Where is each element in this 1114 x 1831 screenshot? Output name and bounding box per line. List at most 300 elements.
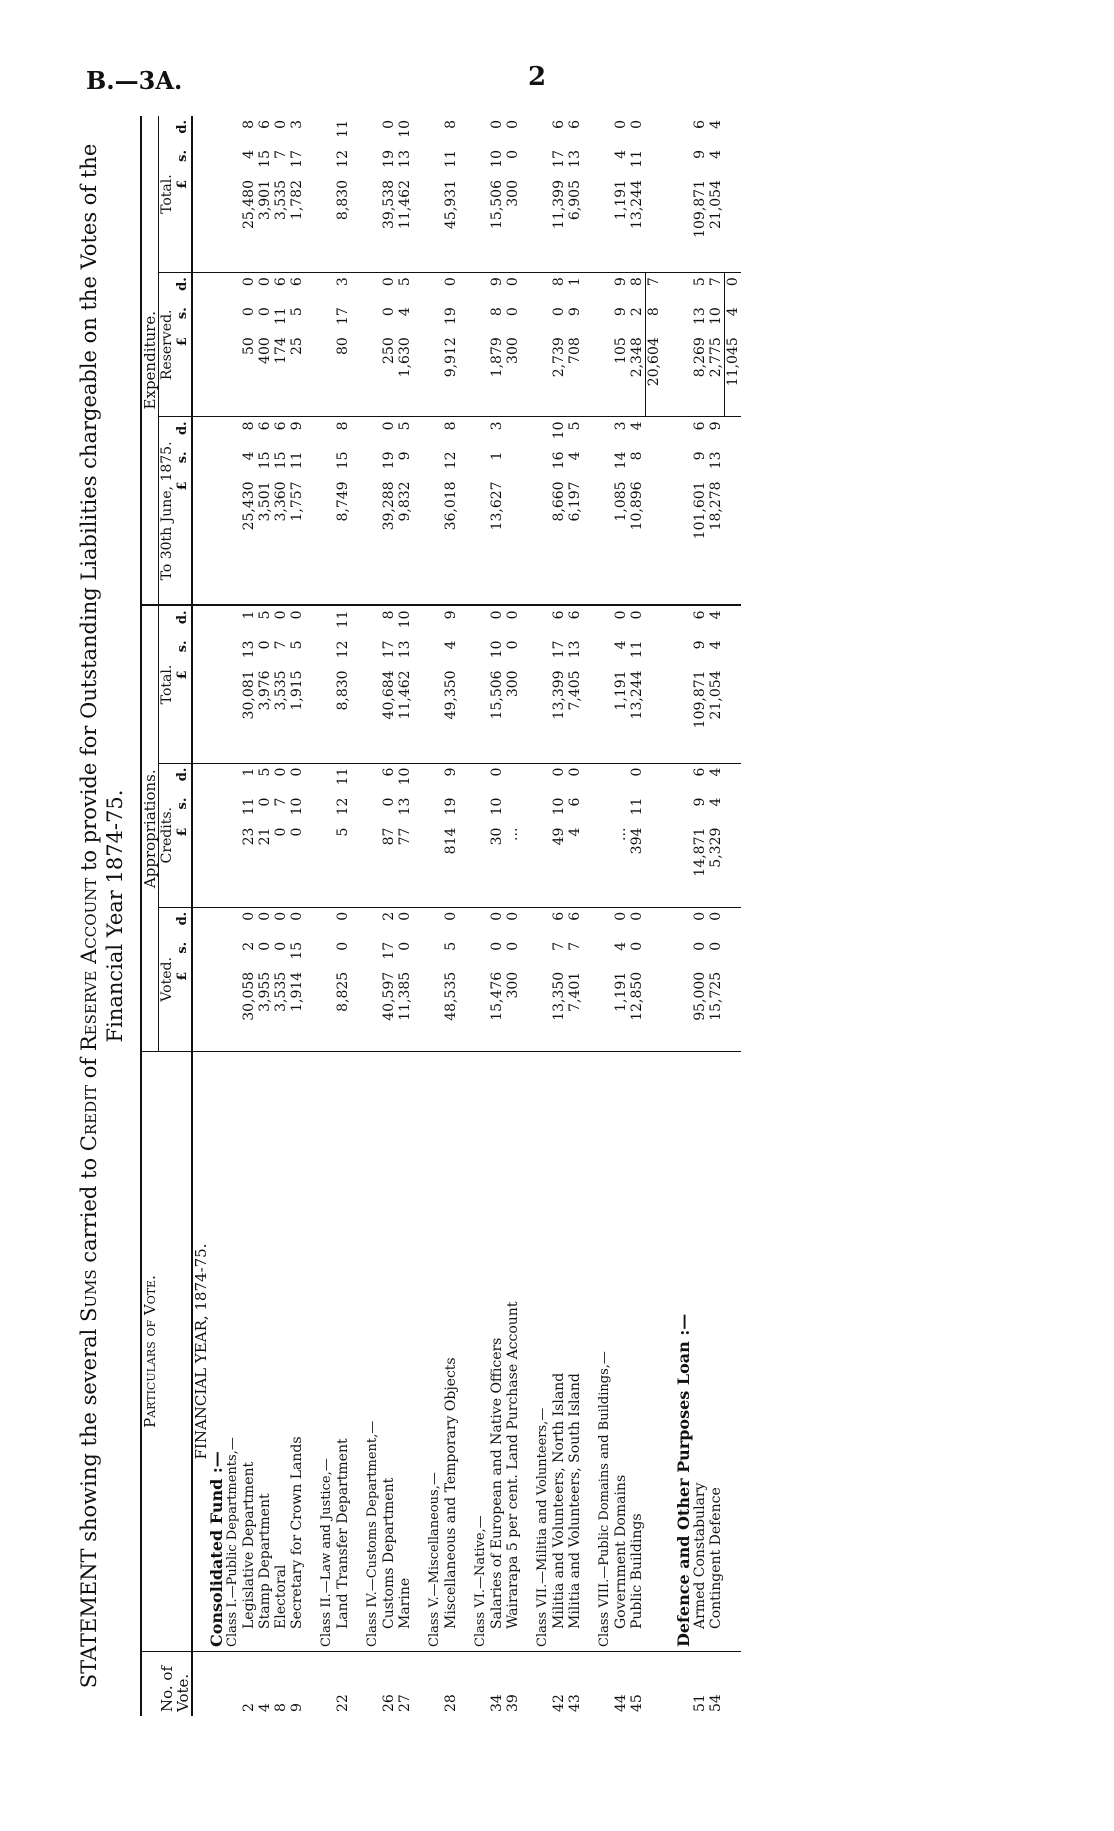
empty-cell (319, 763, 335, 794)
empty-cell (676, 273, 692, 304)
empty-cell (209, 273, 225, 304)
exp_total-shillings: 9 (692, 150, 708, 159)
empty-cell (725, 794, 742, 824)
empty-cell (413, 477, 427, 605)
empty-cell (725, 116, 742, 146)
empty-cell (209, 333, 225, 417)
exp_total-pounds: 45,931 (443, 176, 459, 273)
class-heading (597, 116, 613, 1716)
vote-name: Public Buildings (629, 1513, 645, 1629)
empty-cell (583, 333, 597, 417)
total-pounds: 11,462 (397, 666, 413, 763)
credits-pence: 0 (289, 767, 305, 777)
appropriations-header: Appropriations. (141, 605, 159, 1051)
empty-cell (662, 273, 676, 304)
voted-pence: 0 (613, 911, 629, 921)
credits-pounds: 77 (397, 824, 413, 908)
voted-pounds: 3,535 (273, 968, 289, 1052)
spacer-row (305, 116, 319, 1716)
total-pounds: 30,081 (241, 666, 257, 763)
vote-number (521, 1652, 535, 1717)
credits-pence: 4 (708, 767, 724, 777)
empty-cell (413, 176, 427, 273)
empty-cell (209, 907, 225, 938)
table-row (381, 116, 397, 1716)
empty-cell (319, 824, 335, 908)
voted-pence: 0 (335, 911, 351, 921)
empty-cell (192, 763, 209, 794)
voted-shillings: 7 (551, 941, 567, 951)
empty-cell (473, 666, 489, 763)
empty-cell (521, 176, 535, 273)
empty-cell (192, 333, 209, 417)
total-pounds: 49,350 (443, 666, 459, 763)
table-row (629, 116, 646, 1716)
reserved-pounds: 9,912 (443, 333, 459, 417)
empty-cell (192, 477, 209, 605)
class-heading (473, 116, 489, 1716)
voted-pence: 0 (692, 911, 708, 921)
consolidated-fund-label: Consolidated Fund :— (209, 1052, 225, 1652)
empty-cell (192, 666, 209, 763)
voted-pence: 0 (629, 911, 645, 921)
credits-pence: 0 (489, 767, 505, 777)
particulars-header: Particulars of Vote. (141, 1052, 192, 1652)
empty-cell (597, 176, 613, 273)
empty-cell (305, 477, 319, 605)
reserved-shillings: 10 (708, 307, 724, 326)
empty-cell (225, 636, 241, 666)
empty-cell (473, 968, 489, 1052)
class-heading (535, 116, 551, 1716)
empty-cell (597, 116, 613, 146)
credits-shillings: 0 (381, 797, 397, 807)
empty-cell (521, 333, 535, 417)
reserved-shillings: 11 (273, 307, 289, 326)
exp_total-shillings: 13 (397, 150, 413, 168)
credits-shillings: 11 (629, 797, 645, 816)
vote-particulars (241, 1052, 257, 1652)
reserved-shillings: 9 (613, 307, 629, 317)
vote-particulars (708, 1052, 725, 1652)
unit-pence: d. (175, 907, 192, 938)
empty-cell (676, 824, 692, 908)
empty-cell (209, 666, 225, 763)
voted-pence: 0 (489, 911, 505, 921)
empty-cell (351, 666, 365, 763)
to_date-shillings: 14 (613, 451, 629, 470)
empty-cell (662, 666, 676, 763)
total-shillings: 0 (505, 640, 521, 650)
exp_total-pounds: 8,830 (335, 176, 351, 273)
consolidated-fund (209, 116, 225, 1716)
exp_total-pence: 0 (381, 120, 397, 129)
empty-cell (473, 794, 489, 824)
empty-cell (365, 763, 381, 794)
credits-pounds: 814 (443, 824, 459, 908)
empty-cell (209, 605, 225, 636)
empty-cell (192, 447, 209, 477)
exp_total-pounds: 109,871 (692, 176, 708, 273)
voted-shillings: 0 (257, 941, 273, 951)
empty-cell (225, 794, 241, 824)
reserved-pounds: 1,630 (397, 333, 413, 417)
to_date-pounds: 3,360 (273, 477, 289, 605)
empty-cell (305, 605, 319, 636)
voted-shillings: 4 (613, 941, 629, 951)
empty-cell (521, 968, 535, 1052)
empty-cell (305, 763, 319, 794)
spacer-row (521, 116, 535, 1716)
to_date-pounds: 6,197 (567, 477, 583, 605)
total-shillings: 13 (567, 640, 583, 659)
vote-number: 51 (692, 1694, 708, 1712)
to_date-pence: 6 (257, 421, 273, 431)
voted-pence: 0 (289, 911, 305, 921)
empty-cell (646, 666, 663, 763)
class-heading-label: Class VI.—Native,— (473, 1052, 489, 1652)
exp_total-pounds: 11,399 (551, 176, 567, 273)
empty-cell (351, 968, 365, 1052)
empty-cell (209, 176, 225, 273)
empty-cell (209, 824, 225, 908)
page-number: 2 (528, 62, 547, 92)
voted-pounds: 1,914 (289, 968, 305, 1052)
empty-cell (725, 477, 742, 605)
table-row (613, 116, 629, 1716)
voted-pence: 0 (257, 911, 273, 921)
total-pounds: 3,535 (273, 666, 289, 763)
to_date-shillings: 16 (551, 451, 567, 470)
to_date-pence: 8 (241, 421, 257, 431)
voted-shillings: 2 (241, 941, 257, 951)
total-pounds: 8,830 (335, 666, 351, 763)
exp_total-pence: 6 (257, 120, 273, 129)
empty-cell (583, 417, 597, 448)
exp_total-pence: 0 (489, 120, 505, 129)
voted-shillings: 0 (397, 941, 413, 951)
empty-cell (459, 605, 473, 636)
total-pence: 4 (708, 610, 724, 620)
to_date-shillings: 9 (397, 451, 413, 461)
class-heading-label: Class II.—Law and Justice,— (319, 1052, 335, 1652)
empty-cell (351, 176, 365, 273)
exp_total-pounds: 3,901 (257, 176, 273, 273)
exp_total-pence: 4 (708, 120, 724, 129)
to_date-pounds: 8,749 (335, 477, 351, 605)
empty-cell (209, 477, 225, 605)
vote-name: Marine (397, 1577, 413, 1629)
total-pence: 0 (505, 610, 521, 620)
empty-cell (305, 824, 319, 908)
empty-cell (319, 417, 335, 448)
defence-loan (676, 116, 692, 1716)
empty-cell (583, 303, 597, 333)
empty-cell (319, 605, 335, 636)
credits-shillings: 13 (397, 797, 413, 816)
empty-cell (305, 303, 319, 333)
voted-pounds: 7,401 (567, 968, 583, 1052)
to_date-pence: 3 (613, 421, 629, 431)
to_date-pounds: 8,660 (551, 477, 567, 605)
reserved-shillings: 0 (381, 307, 397, 317)
empty-cell (305, 794, 319, 824)
empty-cell (225, 477, 241, 605)
total-pence: 9 (443, 610, 459, 620)
document-reference: B.—3A. (86, 66, 183, 95)
title-text: Reserve Account (77, 877, 101, 1052)
total-pounds: 13,399 (551, 666, 567, 763)
empty-cell (225, 605, 241, 636)
title-text: Credit (77, 1084, 101, 1152)
empty-cell (351, 447, 365, 477)
empty-cell (597, 666, 613, 763)
voted-pounds: 300 (505, 968, 521, 1052)
class-heading-label: Class VIII.—Public Domains and Buildings,— (597, 1052, 613, 1652)
empty-cell (365, 146, 381, 176)
credits-pounds: 23 (241, 824, 257, 908)
total-pence: 1 (241, 610, 257, 620)
table-row (335, 116, 351, 1716)
empty-cell (662, 447, 676, 477)
exp_total-pounds: 15,506 (489, 176, 505, 273)
empty-cell (535, 636, 551, 666)
empty-cell (535, 116, 551, 146)
vote-name: Government Domains (613, 1474, 629, 1629)
empty-cell (351, 303, 365, 333)
empty-cell (583, 176, 597, 273)
reserved-pounds: 80 (335, 333, 351, 417)
empty-cell (305, 116, 319, 146)
empty-cell (365, 938, 381, 968)
empty-cell (459, 303, 473, 333)
to_date-pounds: 3,501 (257, 477, 273, 605)
class-heading (427, 116, 443, 1716)
vote-number (209, 1652, 225, 1717)
empty-cell (473, 273, 489, 304)
vote-name: Militia and Volunteers, North Island (551, 1372, 567, 1629)
credits-pence: 6 (381, 767, 397, 777)
voted-pounds: 13,350 (551, 968, 567, 1052)
exp_total-shillings: 4 (241, 150, 257, 159)
vote-particulars (551, 1052, 567, 1652)
title-text: Sums (77, 1269, 101, 1322)
empty-cell (365, 477, 381, 605)
credits-shillings (613, 794, 629, 824)
empty-cell (662, 477, 676, 605)
empty-cell (319, 333, 335, 417)
empty-cell (305, 968, 319, 1052)
exp_total-shillings: 17 (551, 150, 567, 168)
total-pounds: 1,915 (289, 666, 305, 763)
to_date-pounds: 10,896 (629, 477, 646, 605)
empty-cell (473, 116, 489, 146)
vote-particulars (273, 1052, 289, 1652)
empty-cell (535, 447, 551, 477)
vote-number: 39 (505, 1694, 521, 1712)
to_date-pence: 9 (708, 421, 724, 431)
empty-cell (192, 303, 209, 333)
table-row (692, 116, 708, 1716)
empty-cell (597, 636, 613, 666)
reserved-pounds: 2,739 (551, 333, 567, 417)
credits-shillings: 0 (257, 797, 273, 807)
empty-cell (427, 146, 443, 176)
exp_total-shillings: 12 (335, 150, 351, 168)
credits-shillings: 10 (551, 797, 567, 816)
empty-cell (725, 636, 742, 666)
empty-cell (413, 794, 427, 824)
credits-pounds: ... (613, 824, 629, 908)
exp_total-pence: 3 (289, 120, 305, 129)
empty-cell (521, 907, 535, 938)
to_date-pence (505, 417, 521, 448)
reserved-pence: 6 (289, 277, 305, 287)
spacer-row (351, 116, 365, 1716)
empty-cell (427, 116, 443, 146)
empty-cell (676, 666, 692, 763)
empty-cell (459, 116, 473, 146)
voted-pence: 0 (443, 911, 459, 921)
to_date-shillings: 19 (381, 451, 397, 470)
empty-cell (459, 794, 473, 824)
credits-pounds: 14,871 (692, 824, 708, 908)
vote-particulars (397, 1052, 413, 1652)
voted-pounds: 11,385 (397, 968, 413, 1052)
empty-cell (473, 824, 489, 908)
to_date-pounds (505, 477, 521, 605)
table-row (257, 116, 273, 1716)
empty-cell (725, 447, 742, 477)
empty-cell (662, 968, 676, 1052)
credits-shillings: 11 (241, 797, 257, 816)
empty-cell (535, 273, 551, 304)
voted-pence: 0 (708, 911, 724, 921)
exp_total-pounds: 3,535 (273, 176, 289, 273)
unit-shillings: s. (175, 146, 192, 176)
vote-number (597, 1652, 613, 1717)
credits-pence: 10 (397, 767, 413, 786)
unit-pounds: £ (175, 477, 192, 605)
empty-cell (725, 907, 742, 938)
empty-cell (305, 447, 319, 477)
empty-cell (459, 477, 473, 605)
empty-cell (473, 636, 489, 666)
empty-cell (535, 417, 551, 448)
empty-cell (646, 477, 663, 605)
to_date-pounds: 9,832 (397, 477, 413, 605)
spacer (351, 1052, 365, 1652)
vote-particulars (335, 1052, 351, 1652)
empty-cell (365, 636, 381, 666)
vote-number: 26 (381, 1694, 397, 1712)
to_date-pence: 6 (692, 421, 708, 431)
reserved-pounds: 1,879 (489, 333, 505, 417)
empty-cell (676, 605, 692, 636)
unit-pounds: £ (175, 824, 192, 908)
spacer (413, 1052, 427, 1652)
reserved-subtotal-shillings: 4 (725, 303, 742, 333)
total-shillings: 4 (443, 640, 459, 650)
credits-pence: 9 (443, 767, 459, 777)
class-heading-label: Class VII.—Militia and Volunteers,— (535, 1052, 551, 1652)
empty-cell (459, 146, 473, 176)
empty-cell (583, 477, 597, 605)
empty-cell (646, 907, 663, 938)
reserved-pounds: 400 (257, 333, 273, 417)
empty-cell (413, 907, 427, 938)
exp_total-pounds: 39,538 (381, 176, 397, 273)
consolidated-subtotal-row (646, 116, 663, 1716)
vote-number: 27 (397, 1694, 413, 1712)
exp_total-pence: 10 (397, 120, 413, 138)
empty-cell (225, 938, 241, 968)
empty-cell (521, 146, 535, 176)
to-date-header: To 30th June, 1875. (159, 417, 176, 606)
credits-pounds: 394 (629, 824, 646, 908)
empty-cell (209, 968, 225, 1052)
empty-cell (676, 303, 692, 333)
empty-cell (535, 907, 551, 938)
vote-number (225, 1652, 241, 1717)
exp_total-pence: 0 (273, 120, 289, 129)
vote-name: Contingent Defence (708, 1487, 724, 1629)
empty-cell (459, 447, 473, 477)
reserved-subtotal-pence: 0 (725, 273, 742, 304)
total-pence: 0 (273, 610, 289, 620)
empty-cell (646, 146, 663, 176)
total-shillings: 9 (692, 640, 708, 650)
voted-pence: 0 (241, 911, 257, 921)
to_date-shillings: 4 (567, 451, 583, 461)
empty-cell (413, 636, 427, 666)
unit-pence: d. (175, 763, 192, 794)
empty-cell (662, 417, 676, 448)
empty-cell (427, 176, 443, 273)
voted-pence: 6 (551, 911, 567, 921)
empty-cell (662, 794, 676, 824)
financial-year-label: FINANCIAL YEAR, 1874-75. (192, 1052, 209, 1652)
empty-cell (676, 333, 692, 417)
empty-cell (319, 303, 335, 333)
table-row (489, 116, 505, 1716)
reserved-subtotal-pence: 7 (646, 273, 663, 304)
vote-number: 43 (567, 1694, 583, 1712)
empty-cell (473, 303, 489, 333)
vote-particulars (381, 1052, 397, 1652)
total-pounds: 1,191 (613, 666, 629, 763)
reserved-shillings: 4 (397, 307, 413, 317)
empty-cell (459, 176, 473, 273)
empty-cell (413, 938, 427, 968)
reserved-shillings: 0 (257, 307, 273, 317)
empty-cell (413, 447, 427, 477)
empty-cell (365, 273, 381, 304)
reserved-subtotal-pounds: 20,604 (646, 333, 663, 417)
rotated-statement (76, 116, 1076, 1716)
empty-cell (351, 763, 365, 794)
empty-cell (597, 417, 613, 448)
empty-cell (676, 794, 692, 824)
empty-cell (725, 146, 742, 176)
empty-cell (473, 176, 489, 273)
empty-cell (351, 907, 365, 938)
credits-pence: 0 (629, 767, 645, 777)
total-shillings: 7 (273, 640, 289, 650)
empty-cell (351, 794, 365, 824)
unit-pounds: £ (175, 666, 192, 763)
empty-cell (192, 794, 209, 824)
